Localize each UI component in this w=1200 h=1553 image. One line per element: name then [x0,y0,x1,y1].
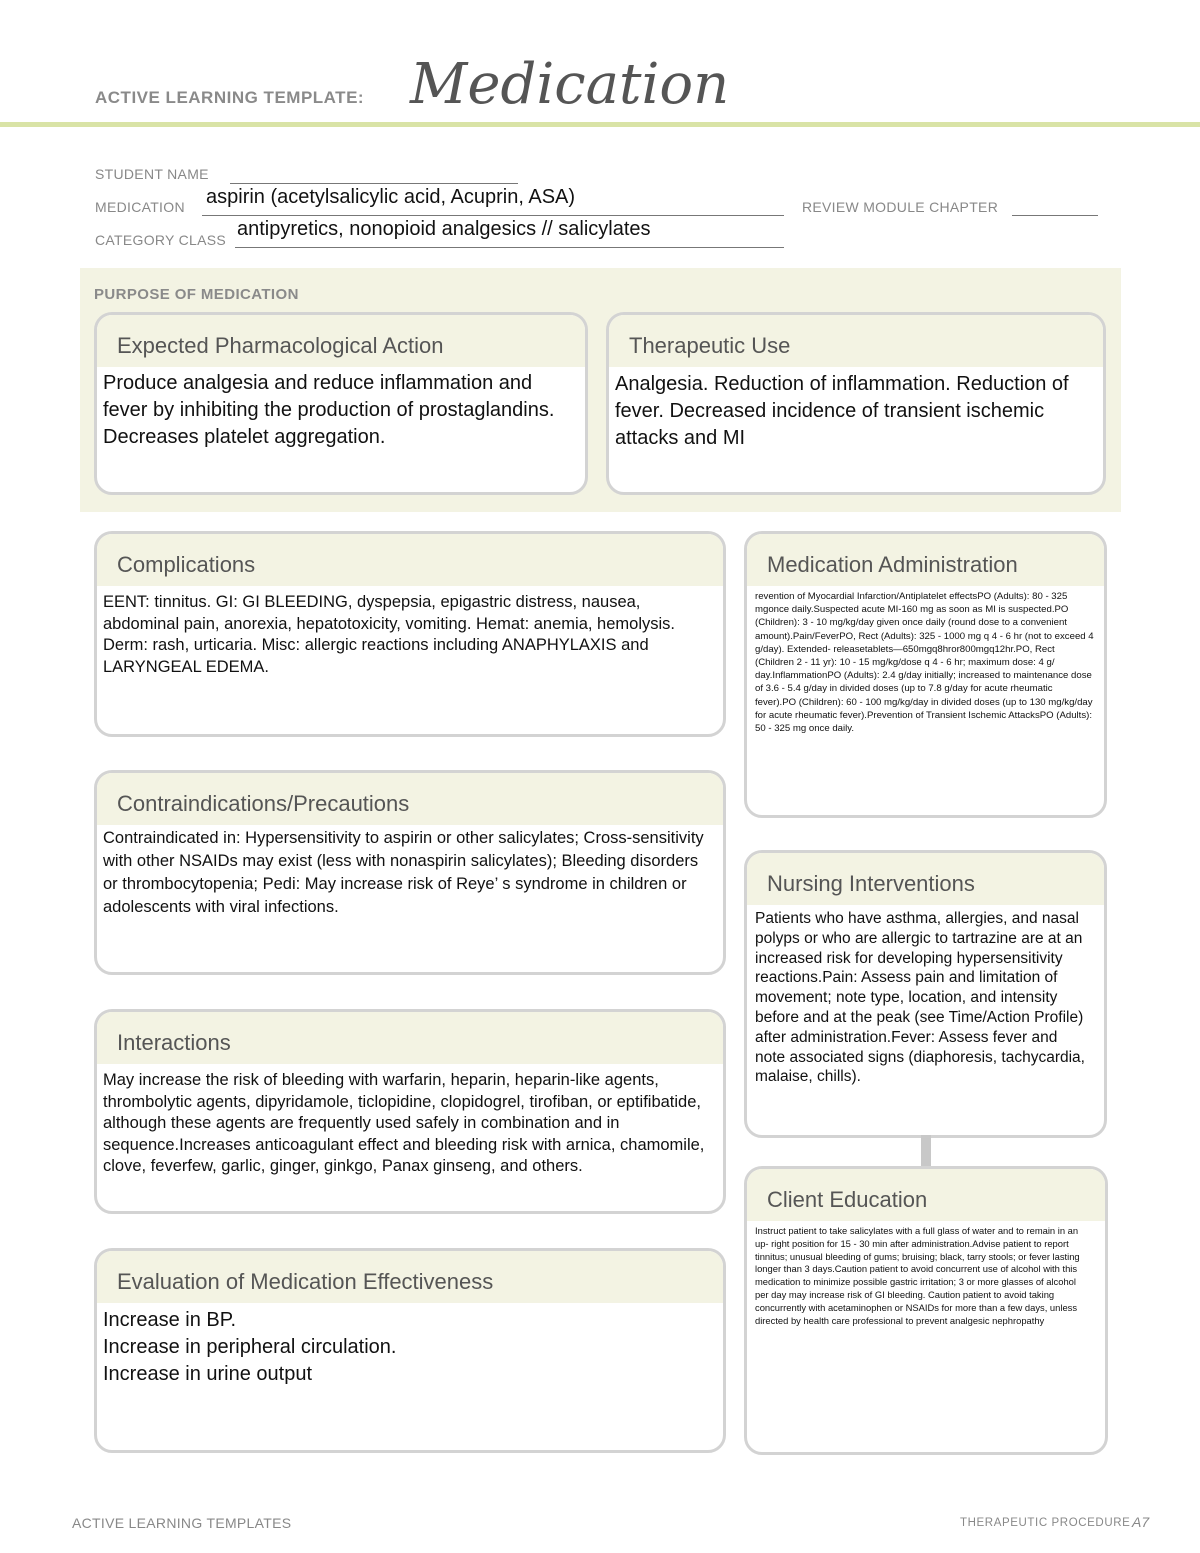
evaluation-card [94,1248,726,1453]
footer-right: THERAPEUTIC PROCEDURE [960,1517,1131,1529]
interactions-text[interactable]: May increase the risk of bleeding with warfarin, heparin, heparin-like agents, thrombolytic agents, dipyridamole, ticlopidine, clopidogrel, tirofiban, or eptifibatide, although these agents are frequently used safely in combination and in sequence.Increases anticoagulant effect and bleeding risk with arnica, chamomile, clove, feverfew, garlic, ginger, ginkgo, Panax ginseng, and others. [103,1071,705,1175]
evaluation-line: Increase in urine output [103,1363,313,1385]
evaluation-line: Increase in peripheral circulation. [103,1336,397,1358]
category-class-label: CATEGORY CLASS [95,232,227,248]
header-divider [0,122,1200,127]
therapeutic-use-text[interactable]: Analgesia. Reduction of inflammation. Reduction of fever. Decreased incidence of transient ischemic attacks and MI [615,373,1069,449]
template-label: ACTIVE LEARNING TEMPLATE: [95,88,365,107]
flow-connector [921,1135,931,1167]
medication-value: aspirin (acetylsalicylic acid, Acuprin, ASA) [206,186,576,208]
complications-card [94,531,726,737]
nursing-interventions-card [744,850,1107,1138]
review-module-label: REVIEW MODULE CHAPTER [802,199,999,215]
complications-heading: Complications [97,534,723,586]
footer-left: ACTIVE LEARNING TEMPLATES [72,1515,292,1531]
review-module-field[interactable] [1012,194,1098,216]
medication-field[interactable] [202,186,784,216]
client-education-text[interactable]: Instruct patient to take salicylates with a full glass of water and to remain in an up- right position for 15 - 30 min after administration.Advise patient to report tinnitus; unusual bleeding of gums; bruising; black, tarry stools; or fever lasting longer than 3 days.Caution patient to avoid concurrent use of alcohol with this medication to minimize possible gastric irritation; 3 or more glasses of alcohol per day may increase risk of GI bleeding. Caution patient to avoid taking concurrently with acetaminophen or NSAIDs for more than a few days, unless directed by health care professional to prevent analgesic nephropathy [755,1225,1080,1326]
complications-text[interactable]: EENT: tinnitus. GI: GI BLEEDING, dyspepsia, epigastric distress, nausea, abdominal pain, anorexia, hepatotoxicity, vomiting. Hemat: anemia, hemolysis. Derm: rash, urticaria. Misc: allergic reactions including ANAPHYLAXIS and LARYNGEAL EDEMA. [103,593,675,676]
client-education-heading: Client Education [747,1169,1105,1221]
administration-text[interactable]: revention of Myocardial Infarction/Antiplatelet effectsPO (Adults): 80 - 325 mgonce daily.Suspected acute MI-160 mg as soon as MI is suspected.PO (Children): 3 - 10 mg/kg/day given once daily (round dose to a convenient amount).Pain/FeverPO, Rect (Adults): 325 - 1000 mg q 4 - 6 hr (not to exceed 4 g/day). Extended- releasetablets—650mgq8hror800mgq12hr.PO, Rect (Children 2 - 11 yr): 10 - 15 mg/kg/dose q 4 - 6 hr; maximum dose: 4 g/ day.InflammationPO (Adults): 2.4 g/day initially; increased to maintenance dose of 3.6 - 5.4 g/day in divided doses (up to 7.8 g/day for acute rheumatic fever).PO (Children): 60 - 100 mg/kg/day in divided doses (up to 130 mg/kg/day for acute rheumatic fever).Prevention of Transient Ischemic AttacksPO (Adults): 50 - 325 mg once daily. [755,591,1094,735]
category-class-value: antipyretics, nonopioid analgesics // salicylates [237,218,651,240]
client-education-card [744,1166,1108,1455]
evaluation-text[interactable] [97,1303,723,1388]
page-number: A7 [1132,1514,1150,1530]
medication-label: MEDICATION [95,199,185,215]
contraindications-card [94,770,726,975]
category-class-field[interactable] [235,218,784,248]
expected-action-heading: Expected Pharmacological Action [97,315,585,367]
evaluation-line: Increase in BP. [103,1309,237,1331]
evaluation-heading: Evaluation of Medication Effectiveness [97,1251,723,1303]
expected-action-card [94,312,588,495]
contraindications-heading: Contraindications/Precautions [97,773,723,825]
student-name-field[interactable] [230,162,518,184]
nursing-interventions-heading: Nursing Interventions [747,853,1104,905]
administration-heading: Medication Administration [747,534,1104,586]
interactions-card [94,1009,726,1214]
administration-card [744,531,1107,818]
page-title: Medication [410,52,730,117]
contraindications-text[interactable]: Contraindicated in: Hypersensitivity to aspirin or other salicylates; Cross-sensitivity with other NSAIDs may exist (less with nonaspirin salicylates); Bleeding disorders or thrombocytopenia; Pedi: May increase risk of Reye’ s syndrome in children or adolescents with viral infections. [103,829,704,916]
purpose-title: PURPOSE OF MEDICATION [94,286,299,303]
student-name-label: STUDENT NAME [95,166,209,182]
therapeutic-use-heading: Therapeutic Use [609,315,1103,367]
nursing-interventions-text[interactable]: Patients who have asthma, allergies, and nasal polyps or who are allergic to tartrazine are at an increased risk for developing hypersensitivity reactions.Pain: Assess pain and limitation of movement; note type, location, and intensity before and at the peak (see Time/Action Profile) after administration.Fever: Assess fever and note associated signs (diaphoresis, tachycardia, malaise, chills). [755,910,1085,1086]
therapeutic-use-card [606,312,1106,495]
expected-action-text[interactable]: Produce analgesia and reduce inflammation and fever by inhibiting the production of prostaglandins. Decreases platelet aggregation. [103,372,555,448]
interactions-heading: Interactions [97,1012,723,1064]
